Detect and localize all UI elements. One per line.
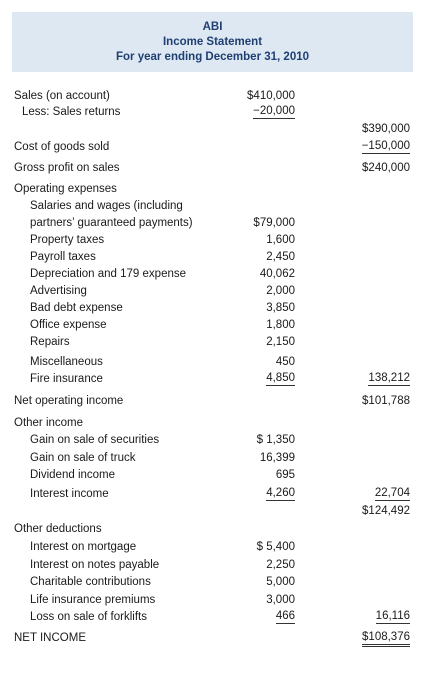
- operating-item: [0, 371, 431, 387]
- operating-item-amount: 2,450: [266, 251, 295, 263]
- other-deductions-heading-row: [0, 521, 431, 537]
- operating-item-amount: 1,600: [266, 234, 295, 246]
- net-operating-amount: $101,788: [362, 395, 410, 407]
- operating-item-label: Property taxes: [30, 234, 105, 246]
- other-deductions-heading: Other deductions: [14, 523, 102, 535]
- operating-total: 138,212: [368, 372, 410, 384]
- other-income-subtotal-row: [0, 503, 431, 519]
- operating-item-label: Advertising: [30, 285, 87, 297]
- other-deductions-total: 16,116: [375, 610, 410, 622]
- operating-item-amount: 2,150: [266, 336, 295, 348]
- operating-item-label: Depreciation and 179 expense: [30, 268, 187, 280]
- operating-item-amount: 4,850: [266, 372, 295, 384]
- operating-heading: Operating expenses: [14, 183, 117, 195]
- other-deductions-item-amount: 3,000: [266, 594, 295, 606]
- other-deductions-item: [0, 539, 431, 555]
- other-income-item: [0, 486, 431, 502]
- other-deductions-item: [0, 609, 431, 625]
- operating-item-label: Repairs: [30, 336, 70, 348]
- operating-item: [0, 198, 431, 214]
- net-income-amount: $108,376: [362, 630, 410, 647]
- net-sales-amount: $390,000: [362, 123, 410, 135]
- sales-label: Sales (on account): [14, 90, 110, 102]
- other-income-item: [0, 450, 431, 466]
- other-deductions-item-amount: $ 5,400: [256, 541, 295, 553]
- operating-heading-row: [0, 181, 431, 197]
- net-income-label: NET INCOME: [14, 632, 86, 644]
- other-deductions-item-amount: 5,000: [266, 576, 295, 588]
- other-deductions-item-label: Loss on sale of forklifts: [30, 611, 147, 623]
- net-income-row: [0, 630, 431, 646]
- net-operating-row: [0, 393, 431, 409]
- operating-item-label: Payroll taxes: [30, 251, 96, 263]
- other-income-item-amount: 4,260: [266, 487, 295, 499]
- other-income-item: [0, 467, 431, 483]
- cogs-row: [0, 139, 431, 155]
- other-deductions-item-label: Life insurance premiums: [30, 594, 156, 606]
- operating-item-amount: 3,850: [266, 302, 295, 314]
- other-deductions-item-label: Interest on notes payable: [30, 559, 160, 571]
- other-income-subtotal: $124,492: [362, 505, 410, 517]
- operating-item-label: Office expense: [30, 319, 107, 331]
- returns-label: Less: Sales returns: [22, 106, 121, 118]
- operating-item-label: Fire insurance: [30, 373, 103, 385]
- statement-title: Income Statement: [162, 36, 263, 48]
- operating-item: [0, 354, 431, 370]
- operating-item: [0, 215, 431, 231]
- returns-amount: −20,000: [253, 105, 295, 117]
- other-deductions-item: [0, 557, 431, 573]
- other-income-item: [0, 432, 431, 448]
- statement-header: [12, 12, 413, 72]
- operating-item: [0, 334, 431, 350]
- other-income-item-label: Gain on sale of truck: [30, 452, 136, 464]
- operating-item-amount: $79,000: [253, 217, 295, 229]
- net-sales-row: [0, 121, 431, 137]
- gross-profit-row: [0, 160, 431, 176]
- other-deductions-item-label: Charitable contributions: [30, 576, 151, 588]
- other-deductions-item-amount: 2,250: [266, 559, 295, 571]
- operating-item-amount: 2,000: [266, 285, 295, 297]
- returns-row: [0, 104, 431, 120]
- operating-item-amount: 40,062: [259, 268, 295, 280]
- other-deductions-item: [0, 592, 431, 608]
- operating-item: [0, 317, 431, 333]
- operating-item-label: Salaries and wages (including: [30, 200, 183, 212]
- cogs-label: Cost of goods sold: [14, 141, 110, 153]
- gross-profit-label: Gross profit on sales: [14, 162, 120, 174]
- other-deductions-item-label: Interest on mortgage: [30, 541, 137, 553]
- company-name: ABI: [202, 21, 223, 33]
- other-income-item-label: Interest income: [30, 488, 109, 500]
- cogs-amount: −150,000: [361, 140, 410, 152]
- other-income-total: 22,704: [374, 487, 410, 499]
- net-operating-label: Net operating income: [14, 395, 124, 407]
- operating-item: [0, 300, 431, 316]
- other-income-item-amount: $ 1,350: [256, 434, 295, 446]
- operating-item: [0, 266, 431, 282]
- operating-item-label: Miscellaneous: [30, 356, 103, 368]
- other-deductions-item: [0, 574, 431, 590]
- other-income-heading-row: [0, 415, 431, 431]
- sales-row: [0, 88, 431, 104]
- other-income-item-label: Gain on sale of securities: [30, 434, 160, 446]
- operating-item-label: Bad debt expense: [30, 302, 123, 314]
- gross-profit-amount: $240,000: [362, 162, 410, 174]
- operating-item: [0, 249, 431, 265]
- other-income-heading: Other income: [14, 417, 84, 429]
- statement-period: For year ending December 31, 2010: [115, 51, 310, 63]
- operating-item-amount: 1,800: [266, 319, 295, 331]
- other-income-item-amount: 16,399: [259, 452, 295, 464]
- operating-item: [0, 232, 431, 248]
- operating-item-amount: 450: [275, 356, 295, 368]
- other-income-item-label: Dividend income: [30, 469, 116, 481]
- other-income-item-amount: 695: [275, 469, 295, 481]
- other-deductions-item-amount: 466: [275, 610, 295, 622]
- operating-item-label: partners’ guaranteed payments): [30, 217, 193, 229]
- operating-item: [0, 283, 431, 299]
- sales-amount: $410,000: [247, 90, 295, 102]
